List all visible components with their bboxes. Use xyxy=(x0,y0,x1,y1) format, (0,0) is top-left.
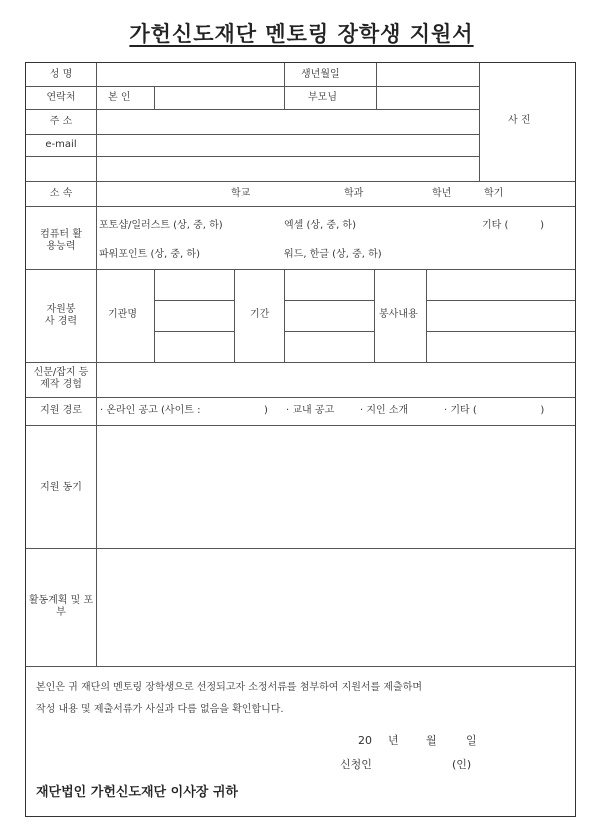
route-other: · 기타 ( ) xyxy=(444,405,545,416)
row-divider xyxy=(284,331,374,332)
plan-label: 활동계획 및 포부 xyxy=(28,595,94,618)
date-year-unit: 년 xyxy=(388,734,399,747)
column-divider xyxy=(479,63,480,181)
self-label: 본 인 xyxy=(108,92,131,103)
row-divider xyxy=(284,300,374,301)
row-divider xyxy=(154,300,234,301)
seal-mark: (인) xyxy=(452,758,472,771)
motive-label: 지원 동기 xyxy=(40,482,82,493)
email-label: e-mail xyxy=(45,139,77,150)
row-divider xyxy=(26,362,575,363)
parent-label: 부모님 xyxy=(308,92,337,103)
volunteer-content-label: 봉사내용 xyxy=(379,309,418,320)
row-divider xyxy=(26,134,479,135)
column-divider xyxy=(234,269,235,362)
row-divider xyxy=(26,397,575,398)
press-experience-label: 신문/잡지 등 제작 경험 xyxy=(33,367,89,390)
school-label: 학교 xyxy=(231,188,251,199)
semester-label: 학기 xyxy=(484,188,504,199)
word-skill: 워드, 한글 (상, 중, 하) xyxy=(284,249,382,260)
address-label: 주 소 xyxy=(49,116,73,127)
powerpoint-skill: 파워포인트 (상, 중, 하) xyxy=(99,249,200,260)
row-divider xyxy=(154,331,234,332)
route-friend: · 지인 소개 xyxy=(360,405,409,416)
page-title: 가헌신도재단 멘토링 장학생 지원서 xyxy=(129,22,474,46)
row-divider xyxy=(26,206,575,207)
contact-label: 연락처 xyxy=(46,92,76,103)
row-divider xyxy=(26,86,479,87)
department-label: 학과 xyxy=(344,188,364,199)
computer-skills-label: 컴퓨터 활용능력 xyxy=(40,229,82,252)
column-divider xyxy=(284,63,285,109)
grade-label: 학년 xyxy=(432,188,452,199)
row-divider xyxy=(26,269,575,270)
recipient-line: 재단법인 가헌신도재단 이사장 귀하 xyxy=(36,785,238,800)
photoshop-skill: 포토샵/일러스트 (상, 중, 하) xyxy=(99,220,223,231)
volunteer-label: 자원봉사 경력 xyxy=(44,304,78,327)
column-divider xyxy=(96,63,97,666)
column-divider xyxy=(154,269,155,362)
row-divider xyxy=(26,548,575,549)
excel-skill: 엑셀 (상, 중, 하) xyxy=(284,220,356,231)
org-name-label: 기관명 xyxy=(108,309,137,320)
affiliation-label: 소 속 xyxy=(49,188,73,199)
column-divider xyxy=(426,269,427,362)
row-divider xyxy=(26,181,575,182)
birth-label: 생년월일 xyxy=(301,69,340,80)
route-label: 지원 경로 xyxy=(40,405,82,416)
column-divider xyxy=(376,63,377,109)
application-form xyxy=(25,62,576,817)
applicant-label: 신청인 xyxy=(340,758,372,771)
row-divider xyxy=(426,300,575,301)
row-divider xyxy=(26,156,479,157)
date-year: 20 xyxy=(358,734,372,747)
row-divider xyxy=(26,425,575,426)
route-campus: · 교내 공고 xyxy=(286,405,335,416)
date-day-unit: 일 xyxy=(466,734,477,747)
column-divider xyxy=(374,269,375,362)
declaration-line-2: 작성 내용 및 제출서류가 사실과 다름 없음을 확인합니다. xyxy=(36,704,284,715)
column-divider xyxy=(284,269,285,362)
other-skill: 기타 ( ) xyxy=(482,220,545,231)
photo-label: 사 진 xyxy=(508,115,531,126)
date-month-unit: 월 xyxy=(426,734,437,747)
row-divider xyxy=(26,666,575,667)
declaration-line-1: 본인은 귀 재단의 멘토링 장학생으로 선정되고자 소정서류를 첨부하여 지원서를 제출하며 xyxy=(36,682,423,693)
route-online: · 온라인 공고 (사이트 : ) xyxy=(100,405,268,416)
column-divider xyxy=(154,86,155,109)
row-divider xyxy=(26,109,479,110)
row-divider xyxy=(426,331,575,332)
period-label: 기간 xyxy=(250,309,270,320)
name-label: 성 명 xyxy=(49,69,73,80)
